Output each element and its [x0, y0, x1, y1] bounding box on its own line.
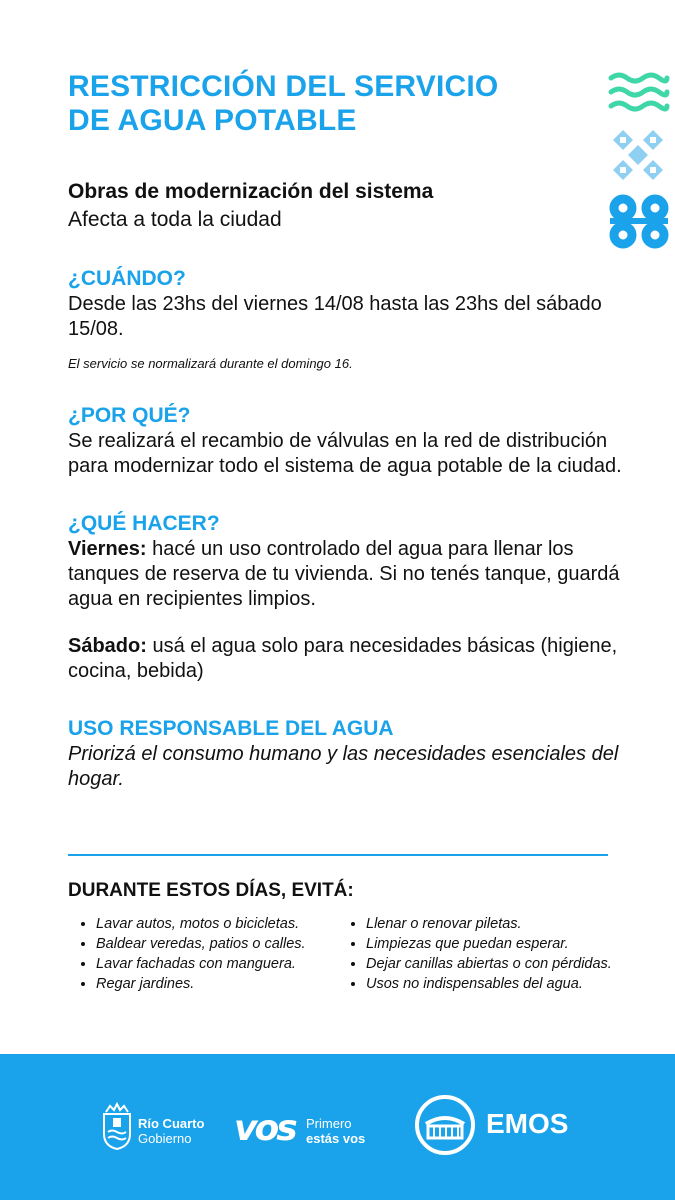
- uso-heading: USO RESPONSABLE DEL AGUA: [68, 717, 394, 740]
- intro-scope: Afecta a toda la ciudad: [68, 208, 282, 231]
- emos-logo-text: EMOS: [486, 1108, 569, 1139]
- list-item: • Lavar autos, motos o bicicletas.: [96, 914, 351, 934]
- sabado-paragraph: [68, 634, 628, 684]
- title-line-2: DE AGUA POTABLE: [68, 104, 357, 137]
- list-item: • Llenar o renovar piletas.: [366, 914, 616, 934]
- cuando-heading: ¿CUÁNDO?: [68, 267, 186, 290]
- viernes-text: hacé un uso controlado del agua para llenar los tanques de reserva de tu vivienda. Si no tenés tanque, guardá agua en recipientes limpios.: [68, 538, 620, 610]
- section-quehacer: [68, 511, 628, 684]
- section-uso: [68, 716, 628, 792]
- list-item: • Limpiezas que puedan esperar.: [366, 934, 616, 954]
- cuando-note: El servicio se normalizará durante el domingo 16.: [68, 356, 353, 371]
- list-item: • Dejar canillas abiertas o con pérdidas.: [366, 954, 616, 974]
- rio-cuarto-shield-icon: [100, 1102, 134, 1150]
- divider: [68, 854, 608, 856]
- rc-line1: Río Cuarto: [138, 1116, 205, 1131]
- section-cuando: [68, 266, 628, 371]
- title-line-1: RESTRICCIÓN DEL SERVICIO: [68, 70, 499, 103]
- sabado-text: usá el agua solo para necesidades básicas (higiene, cocina, bebida): [68, 635, 618, 682]
- list-item: • Lavar fachadas con manguera.: [96, 954, 351, 974]
- avoid-heading: DURANTE ESTOS DÍAS, EVITÁ:: [68, 880, 354, 901]
- uso-text: Priorizá el consumo humano y las necesidades esenciales del hogar.: [68, 743, 619, 790]
- vos-logo-text: [306, 1116, 365, 1146]
- page-title: [68, 70, 628, 138]
- emos-logo-icon: [414, 1094, 476, 1156]
- vos-line2: estás vos: [306, 1131, 366, 1146]
- sabado-label: Sábado:: [68, 635, 147, 657]
- list-item: • Regar jardines.: [96, 974, 351, 994]
- viernes-label: Viernes:: [68, 538, 147, 560]
- viernes-paragraph: [68, 537, 628, 612]
- vos-line1: Primero: [306, 1116, 352, 1131]
- rio-cuarto-logo-text: [138, 1116, 204, 1146]
- intro-subtitle: Obras de modernización del sistema: [68, 180, 434, 203]
- vos-logo-icon: [234, 1108, 304, 1148]
- quehacer-heading: ¿QUÉ HACER?: [68, 512, 220, 535]
- main-content: [68, 70, 628, 792]
- svg-text:vos: vos: [234, 1108, 295, 1148]
- list-item: • Baldear veredas, patios o calles.: [96, 934, 351, 954]
- list-item: • Usos no indispensables del agua.: [366, 974, 616, 994]
- avoid-list-right: [350, 914, 616, 994]
- cuando-text: Desde las 23hs del viernes 14/08 hasta las 23hs del sábado 15/08.: [68, 293, 602, 340]
- avoid-list-left: [80, 914, 351, 994]
- porque-heading: ¿POR QUÉ?: [68, 404, 191, 427]
- rc-line2: Gobierno: [138, 1131, 192, 1146]
- porque-text: Se realizará el recambio de válvulas en la red de distribución para modernizar todo el sistema de agua potable de la ciudad.: [68, 430, 622, 477]
- water-pattern-icon: [608, 72, 670, 252]
- section-porque: [68, 403, 628, 479]
